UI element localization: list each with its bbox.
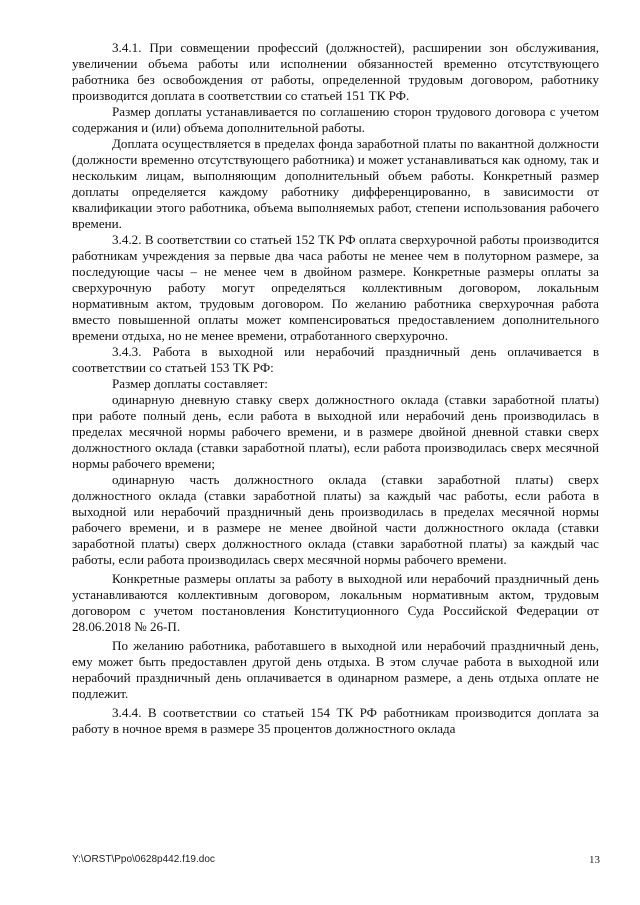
paragraph: Конкретные размеры оплаты за работу в выходной или нерабочий праздничный день устанавливаются коллективным договором, локальным нормативным актом, трудовым договором с учетом постановления Конституционного Суда Российской Федерации от 28.06.2018 № 26-П. bbox=[72, 571, 599, 634]
paragraph-3-4-3: 3.4.3. Работа в выходной или нерабочий праздничный день оплачивается в соответствии со статьей 153 ТК РФ: bbox=[72, 344, 599, 375]
paragraph: одинарную часть должностного оклада (ставки заработной платы) сверх должностного оклада (ставки заработной платы) за каждый час работы, если работа в выходной или нерабочий праздничный день производилась в пределах месячной нормы рабочего времени, и в размере не менее двойной части должностного оклада (ставки заработной платы) сверх должностного оклада (ставки заработной платы) за каждый час работы, если работа производилась сверх месячной нормы рабочего времени. bbox=[72, 472, 599, 567]
paragraph: одинарную дневную ставку сверх должностного оклада (ставки заработной платы) при работе полный день, если работа в выходной или нерабочий день производилась в пределах месячной нормы рабочего времени, и в размере двойной дневной ставки сверх должностного оклада (ставки заработной платы), если работа производилась сверх месячной нормы рабочего времени; bbox=[72, 392, 599, 471]
page-number: 13 bbox=[589, 854, 600, 866]
paragraph: Размер доплаты устанавливается по соглашению сторон трудового договора с учетом содержания и (или) объема дополнительной работы. bbox=[72, 104, 599, 135]
paragraph-3-4-1: 3.4.1. При совмещении профессий (должностей), расширении зон обслуживания, увеличении объема работы или исполнении обязанностей временно отсутствующего работника без освобождения от работы, определенной трудовым договором, работнику производится доплата в соответствии со статьей 151 ТК РФ. bbox=[72, 40, 599, 103]
paragraph: Размер доплаты составляет: bbox=[112, 376, 268, 391]
footer-file-path: Y:\ORST\Ppo\0628p442.f19.doc bbox=[72, 854, 215, 865]
paragraph-3-4-2: 3.4.2. В соответствии со статьей 152 ТК РФ оплата сверхурочной работы производится работникам учреждения за первые два часа работы не менее чем в полуторном размере, за последующие часы – не менее чем в двойном размере. Конкретные размеры оплаты за сверхурочную работу могут определяться коллективным договором, локальным нормативным актом, трудовым договором. По желанию работника сверхурочная работа вместо повышенной оплаты может компенсироваться предоставлением дополнительного времени отдыха, но не менее времени, отработанного сверхурочно. bbox=[72, 232, 599, 343]
paragraph: Доплата осуществляется в пределах фонда заработной платы по вакантной должности (должности временно отсутствующего работника) и может устанавливаться как одному, так и нескольким лицам, выполняющим дополнительный объем работы. Конкретный размер доплаты определяется каждому работнику дифференцированно, в зависимости от квалификации этого работника, объема выполняемых работ, степени использования рабочего времени. bbox=[72, 136, 599, 231]
paragraph: По желанию работника, работавшего в выходной или нерабочий праздничный день, ему может быть предоставлен другой день отдыха. В этом случае работа в выходной или нерабочий праздничный день оплачивается в одинарном размере, а день отдыха оплате не подлежит. bbox=[72, 638, 599, 701]
document-body bbox=[72, 40, 599, 737]
paragraph-3-4-4: 3.4.4. В соответствии со статьей 154 ТК РФ работникам производится доплата за работу в ночное время в размере 35 процентов должностного оклада bbox=[72, 705, 599, 736]
